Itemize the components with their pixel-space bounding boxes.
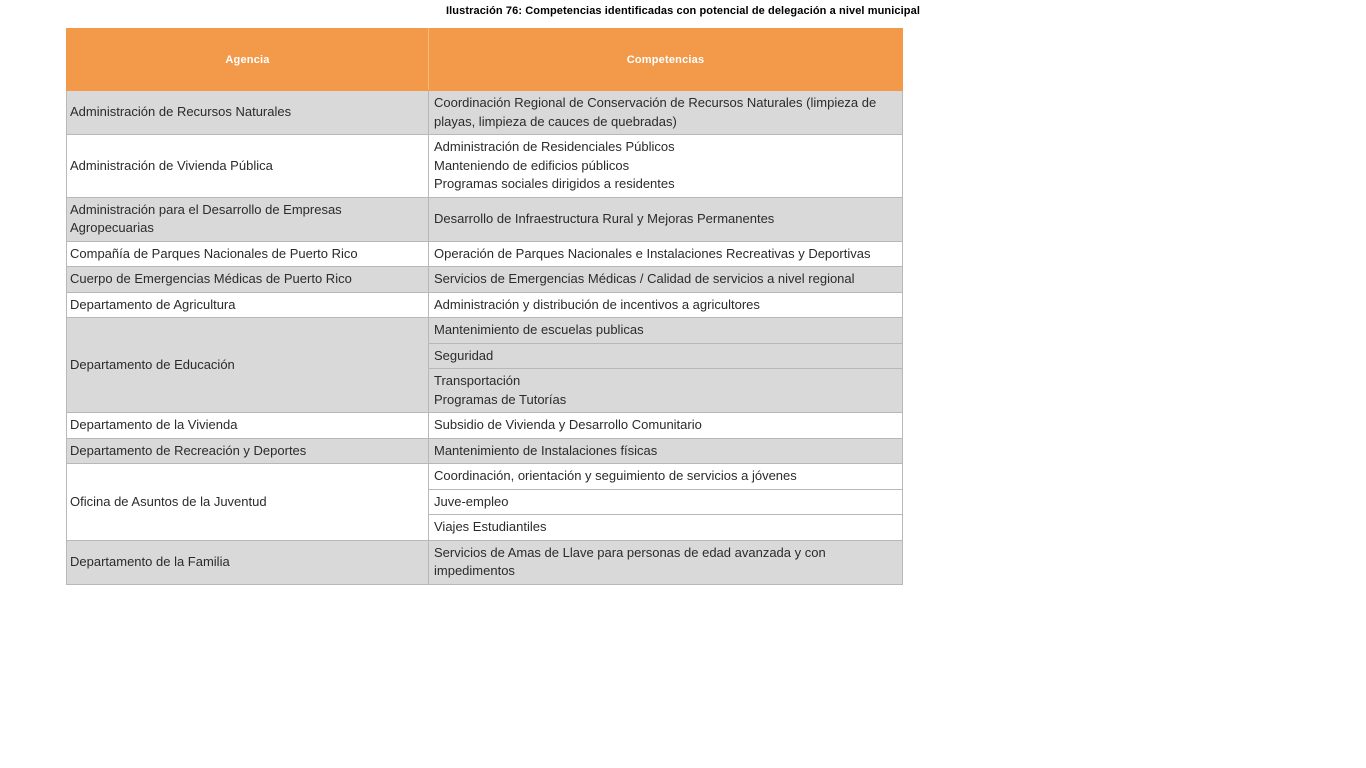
cell-competencias: [429, 91, 903, 135]
competencia-item: Operación de Parques Nacionales e Instalaciones Recreativas y Deportivas: [434, 245, 871, 261]
cell-agencia: Administración de Recursos Naturales: [67, 91, 429, 135]
competencia-item: Administración de Residenciales Públicos: [434, 139, 675, 154]
cell-agencia: Departamento de Recreación y Deportes: [67, 438, 429, 464]
competencia-item: Transportación Programas de Tutorías: [429, 369, 902, 413]
competencia-item: Servicios de Emergencias Médicas / Calidad de servicios a nivel regional: [434, 271, 855, 286]
competencia-subrow: [429, 369, 902, 413]
table-body: [67, 91, 903, 585]
competencia-item: Mantenimiento de Instalaciones físicas: [434, 442, 658, 458]
competencia-sublist: [429, 318, 902, 412]
table-row: [67, 318, 903, 413]
table-header: [67, 29, 903, 91]
competencia-subrow: [429, 343, 902, 369]
competencia-item: Coordinación, orientación y seguimiento de servicios a jóvenes: [429, 464, 902, 489]
competencia-subrow: [429, 515, 902, 540]
table-row: [67, 91, 903, 135]
cell-agencia: Departamento de la Familia: [67, 540, 429, 584]
competencia-item: Subsidio de Vivienda y Desarrollo Comunitario: [434, 417, 702, 432]
table-row: [67, 135, 903, 198]
competencia-list: [434, 245, 898, 264]
cell-agencia: Departamento de Educación: [67, 318, 429, 413]
cell-competencias: [429, 267, 903, 293]
competencia-subrow: [429, 489, 902, 515]
competencia-item: Administración y distribución de incentivos a agricultores: [434, 296, 760, 312]
competencia-list: [434, 544, 898, 581]
table-row: [67, 267, 903, 293]
competencia-list: [434, 296, 898, 315]
competencia-item: Juve-empleo: [429, 489, 902, 515]
competencia-list: [434, 270, 898, 289]
competencia-subrow: [429, 464, 902, 489]
cell-competencias: [429, 292, 903, 318]
competencia-subrow: [429, 318, 902, 343]
table-row: [67, 292, 903, 318]
competencia-item: Coordinación Regional de Conservación de Recursos Naturales (limpieza de playas, limpieza de cauces de quebradas): [434, 95, 877, 129]
table-row: [67, 197, 903, 241]
competencia-sublist: [429, 464, 902, 540]
cell-competencias: [429, 464, 903, 541]
table-row: [67, 438, 903, 464]
cell-competencias: [429, 438, 903, 464]
table-row: [67, 413, 903, 439]
competencia-item: Programas sociales dirigidos a residentes: [434, 176, 675, 191]
competencia-list: [434, 416, 898, 435]
cell-competencias: [429, 540, 903, 584]
cell-agencia: Departamento de la Vivienda: [67, 413, 429, 439]
cell-competencias: [429, 413, 903, 439]
table-row: [67, 241, 903, 267]
competencia-list: [434, 442, 898, 461]
competencia-list: [434, 94, 898, 131]
competencia-item: Servicios de Amas de Llave para personas de edad avanzada y con impedimentos: [434, 544, 826, 578]
table-row: [67, 540, 903, 584]
cell-competencias: [429, 241, 903, 267]
cell-agencia: Administración para el Desarrollo de Empresas Agropecuarias: [67, 197, 429, 241]
competencia-list: [434, 138, 898, 194]
competencia-item: Manteniendo de edificios públicos: [434, 157, 630, 173]
cell-competencias: [429, 135, 903, 198]
column-header-agencia: Agencia: [67, 29, 429, 91]
competencias-table: [66, 28, 903, 585]
cell-competencias: [429, 197, 903, 241]
cell-agencia: Administración de Vivienda Pública: [67, 135, 429, 198]
cell-agencia: Compañía de Parques Nacionales de Puerto Rico: [67, 241, 429, 267]
competencia-item: Desarrollo de Infraestructura Rural y Mejoras Permanentes: [434, 210, 775, 226]
cell-agencia: Cuerpo de Emergencias Médicas de Puerto Rico: [67, 267, 429, 293]
table-header-row: [67, 29, 903, 91]
competencia-item: Mantenimiento de escuelas publicas: [429, 318, 902, 343]
competencia-item: Seguridad: [429, 343, 902, 369]
table-row: [67, 464, 903, 541]
cell-competencias: [429, 318, 903, 413]
competencia-item: Viajes Estudiantiles: [434, 519, 547, 534]
competencia-list: [434, 210, 898, 229]
cell-agencia: Departamento de Agricultura: [67, 292, 429, 318]
figure-caption: Ilustración 76: Competencias identificadas con potencial de delegación a nivel municipal: [446, 5, 920, 17]
cell-agencia: Oficina de Asuntos de la Juventud: [67, 464, 429, 541]
column-header-competencias: Competencias: [429, 29, 903, 91]
competencias-table-container: [66, 28, 902, 585]
